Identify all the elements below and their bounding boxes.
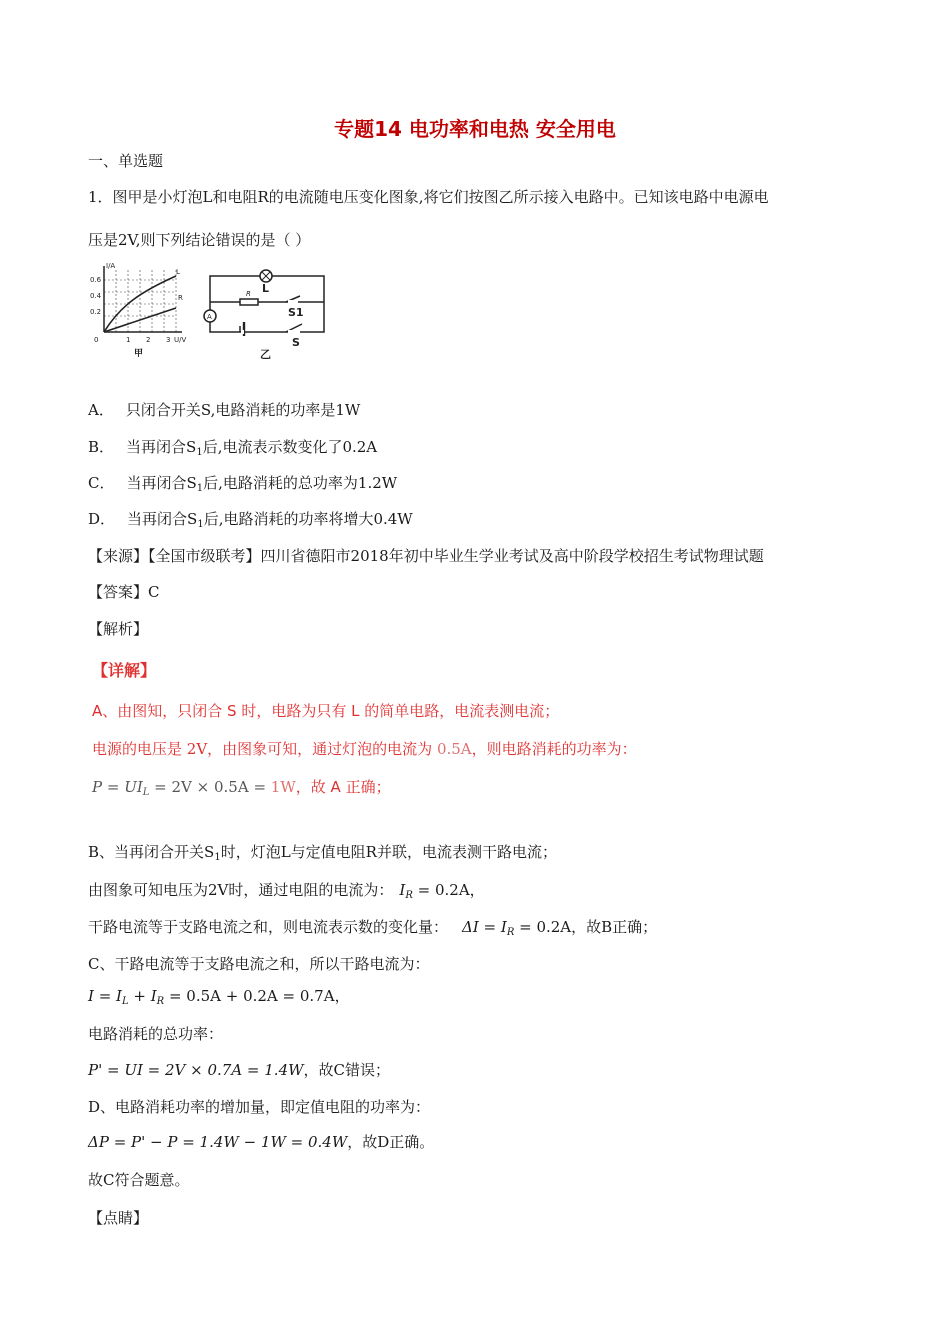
analysis-b2	[88, 880, 485, 906]
circuit-resistor-label: R	[246, 290, 251, 298]
option-a-text: 只闭合开关S,电路消耗的功率是1W	[125, 401, 361, 419]
analysis-b2-val: = 0.2A	[412, 881, 470, 899]
analysis-conclusion: 故C符合题意。	[88, 1171, 190, 1189]
analysis-c4-math: P' = UI = 2V × 0.7A = 1.4W	[88, 1061, 304, 1079]
analysis-b1-sub: 1	[214, 852, 221, 863]
option-a-prefix: A．	[88, 401, 114, 419]
option-d	[88, 509, 413, 535]
option-d-post: 后,电路消耗的功率将增大0.4W	[203, 510, 413, 528]
analysis-b3-tail: ，故B正确；	[571, 918, 658, 936]
analysis-label: 【解析】	[88, 620, 149, 638]
detail-equation	[92, 777, 391, 803]
analysis-c2	[88, 986, 350, 1012]
analysis-c2-c: = 0.5A + 0.2A = 0.7A	[164, 987, 335, 1005]
graph-x-tick: 2	[146, 336, 151, 344]
analysis-c2-sub2: R	[156, 996, 165, 1007]
source-label: 【来源】	[88, 547, 149, 565]
analysis-c3: 电路消耗的总功率：	[88, 1025, 224, 1043]
circuit-switch-label: S	[292, 336, 300, 349]
analysis-b1	[88, 842, 557, 868]
answer-line	[88, 582, 160, 602]
analysis-d2-math: ΔP = P' − P = 1.4W − 1W = 0.4W	[88, 1133, 348, 1151]
analysis-b3-sub: R	[506, 927, 515, 938]
question-line-2: 压是2V,则下列结论错误的是（ ）	[88, 231, 311, 249]
option-c-prefix: C．	[88, 474, 115, 492]
analysis-b3-math: ΔI = I	[462, 918, 507, 936]
graph-axis-u: U/V	[174, 336, 187, 344]
graph-curve-l-label: L	[176, 268, 180, 276]
option-d-pre: 当再闭合S	[127, 510, 198, 528]
detail-eq-tail: ，故 A 正确；	[295, 778, 391, 796]
question-line-1: 1．图甲是小灯泡L和电阻R的电流随电压变化图象,将它们按图乙所示接入电路中。已知该电路中电源电	[88, 188, 769, 206]
detail-line-2e: ，则电路消耗的功率为：	[471, 740, 637, 758]
analysis-b2-text: 由图象可知电压为2V时，通过电阻的电流为：	[88, 881, 394, 899]
analysis-b3-val: = 0.2A	[514, 918, 572, 936]
option-c	[88, 473, 397, 499]
graph-x-tick: 1	[126, 336, 131, 344]
graph-x-tick: 0	[94, 336, 99, 344]
detail-line-2c: ，由图象可知，通过灯泡的电流为	[207, 740, 437, 758]
graph-curve-r-label: R	[178, 294, 183, 302]
detail-line-2b: 2V	[186, 740, 208, 758]
analysis-c2-b: + I	[128, 987, 157, 1005]
graph-caption: 甲	[134, 349, 144, 359]
circuit-diagram	[204, 270, 324, 336]
option-a	[88, 400, 360, 420]
graph-y-tick: 0.4	[90, 292, 102, 300]
comment-label: 【点睛】	[88, 1209, 149, 1227]
source-line	[88, 546, 764, 566]
detail-line-2a: 电源的电压是	[92, 740, 187, 758]
option-b	[88, 437, 377, 463]
analysis-b2-math: I	[399, 881, 406, 899]
detail-eq-rest: = 2V × 0.5A =	[149, 778, 271, 796]
option-b-prefix: B．	[88, 438, 115, 456]
iu-graph	[104, 266, 182, 332]
detail-line-2	[92, 739, 637, 759]
analysis-c2-a: I = I	[88, 987, 122, 1005]
analysis-b3	[88, 917, 657, 943]
page-title: 专题14 电功率和电热 安全用电	[334, 117, 616, 141]
graph-y-tick: 0.6	[90, 276, 102, 284]
detail-eq-red: 1W	[270, 778, 296, 796]
answer-label: 【答案】	[88, 583, 149, 601]
analysis-b2-sub: R	[405, 890, 413, 901]
analysis-b1-pre: B、当再闭合开关S	[88, 843, 215, 861]
circuit-switch1-label: S1	[288, 306, 304, 319]
detail-eq-math: P = UI	[92, 778, 143, 796]
analysis-d2-tail: ，故D正确。	[347, 1133, 435, 1151]
section-heading: 一、单选题	[88, 152, 164, 170]
analysis-b1-post: 时，灯泡L与定值电阻R并联，电流表测干路电流；	[220, 843, 557, 861]
graph-axis-i: I/A	[106, 262, 116, 270]
source-tag: 【全国市级联考】	[148, 547, 261, 565]
detail-label: 【详解】	[92, 661, 157, 680]
analysis-d1: D、电路消耗功率的增加量，即定值电阻的功率为：	[88, 1098, 431, 1116]
analysis-c4-tail: ，故C错误；	[303, 1061, 391, 1079]
analysis-c2-sub1: L	[121, 996, 129, 1007]
circuit-caption: 乙	[260, 348, 271, 361]
option-c-pre: 当再闭合S	[126, 474, 197, 492]
option-b-pre: 当再闭合S	[126, 438, 197, 456]
circuit-ammeter-label: A	[207, 313, 212, 321]
detail-line-2d: 0.5A	[436, 740, 472, 758]
option-d-sub: 1	[197, 519, 204, 530]
circuit-lamp-label: L	[262, 282, 270, 295]
option-c-post: 后,电路消耗的总功率为1.2W	[203, 474, 398, 492]
analysis-c2-tail: ，	[334, 987, 350, 1005]
analysis-c4	[88, 1060, 390, 1080]
detail-eq-sub: L	[142, 787, 150, 798]
graph-y-tick: 0.2	[90, 308, 102, 316]
analysis-b3-text: 干路电流等于支路电流之和，则电流表示数的变化量：	[88, 918, 449, 936]
analysis-c1: C、干路电流等于支路电流之和，所以干路电流为：	[88, 955, 430, 973]
analysis-d2	[88, 1132, 434, 1152]
answer-value: C	[148, 583, 160, 601]
option-d-prefix: D．	[88, 510, 116, 528]
option-b-post: 后,电流表示数变化了0.2A	[202, 438, 378, 456]
option-c-sub: 1	[196, 483, 204, 494]
source-text: 四川省德阳市2018年初中毕业生学业考试及高中阶段学校招生考试物理试题	[260, 547, 764, 565]
detail-line-1: A、由图知，只闭合 S 时，电路为只有 L 的简单电路，电流表测电流；	[92, 702, 560, 720]
question-figure	[90, 262, 340, 362]
option-b-sub: 1	[196, 447, 203, 458]
graph-x-tick: 3	[166, 336, 171, 344]
analysis-b2-tail: ，	[469, 881, 485, 899]
